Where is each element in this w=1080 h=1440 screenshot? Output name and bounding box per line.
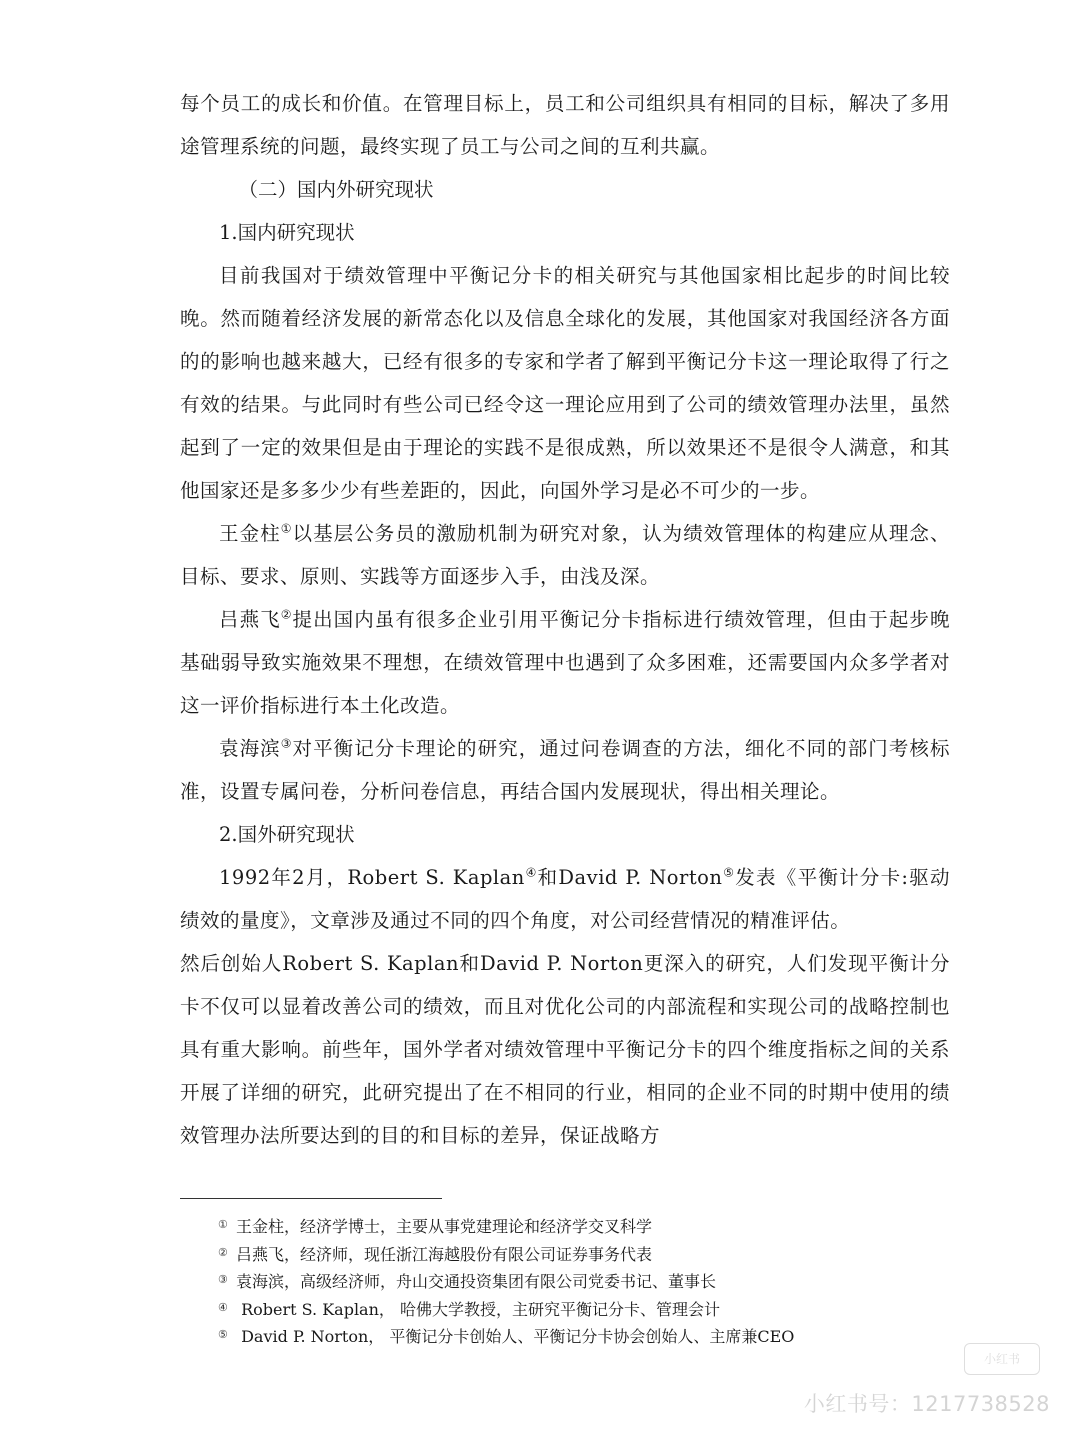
footnote-text: 吕燕飞，经济师，现任浙江海越股份有限公司证券事务代表 [236,1244,653,1264]
author-name: 王金柱 [219,522,281,545]
footnote-text: 王金柱，经济学博士，主要从事党建理论和经济学交叉科学 [236,1217,653,1236]
document-body [180,82,950,1157]
footnote-mark: ④ [218,1300,228,1314]
paragraph-text: 提出国内虽有很多企业引用平衡记分卡指标进行绩效管理，但由于起步晚基础弱导致实施效果不理想，在绩效管理中也遇到了众多困难，还需要国内众多学者对这一评价指标进行本土化改造。 [180,608,950,717]
paragraph-yuan [180,727,950,813]
section-heading: （二）国内外研究现状 [238,178,434,201]
footnote-mark: ② [218,1245,228,1259]
footnote-item [218,1295,958,1323]
footnote-item [218,1322,958,1350]
watermark-text: 小红书号：1217738528 [803,1392,1050,1416]
author-name: 袁海滨 [219,737,281,760]
paragraph-text: 以基层公务员的激励机制为研究对象，认为绩效管理体的构建应从理念、目标、要求、原则、实践等方面逐步入手，由浅及深。 [180,522,950,588]
footnote-divider [180,1198,442,1199]
footnote-item [218,1212,958,1240]
paragraph-text: 1992年2月，Robert S. Kaplan [219,866,525,889]
footnote-text: 袁海滨，高级经济师，舟山交通投资集团有限公司党委书记、董事长 [236,1272,717,1291]
footnote-ref-1: ① [280,521,293,536]
footnote-item [218,1267,958,1295]
paragraph-text: 和David P. Norton [537,866,723,889]
watermark-logo: 小红书 [964,1343,1040,1375]
footnote-ref-3: ③ [280,736,293,751]
paragraph-text: 对平衡记分卡理论的研究，通过问卷调查的方法，细化不同的部门考核标准，设置专属问卷，分析问卷信息，再结合国内发展现状，得出相关理论。 [180,737,950,803]
author-name: 吕燕飞 [219,608,281,631]
footnote-item [218,1240,958,1268]
footnote-mark: ① [218,1218,228,1231]
subsection-heading-foreign: 2.国外研究现状 [219,823,355,846]
footnote-mark: ⑤ [218,1328,228,1341]
footnote-ref-4: ④ [524,865,538,880]
footnote-text: Robert S. Kaplan， 哈佛大学教授，主研究平衡记分卡、管理会计 [236,1299,720,1319]
footnote-text: David P. Norton， 平衡记分卡创始人、平衡记分卡协会创始人、主席兼CEO [236,1327,795,1346]
paragraph-foreign-2: 然后创始人Robert S. Kaplan和David P. Norton更深入的研究，人们发现平衡计分卡不仅可以显着改善公司的绩效，而且对优化公司的内部流程和实现公司的战略控制也具有重大影响。前些年，国外学者对绩效管理中平衡记分卡的四个维度指标之间的关系开展了详细的研究，此研究提出了在不相同的行业，相同的企业不同的时期中使用的绩效管理办法所要达到的目的和目标的差异，保证战略方 [180,952,950,1147]
footnote-ref-2: ② [280,607,293,622]
subsection-heading-domestic: 1.国内研究现状 [219,221,355,244]
paragraph-text: 发表《平衡计分卡:驱动绩效的量度》，文章涉及通过不同的四个角度，对公司经营情况的精准评估。 [180,866,951,932]
paragraph-lv [180,598,950,727]
paragraph-domestic-research: 目前我国对于绩效管理中平衡记分卡的相关研究与其他国家相比起步的时间比较晚。然而随着经济发展的新常态化以及信息全球化的发展，其他国家对我国经济各方面的的影响也越来越大，已经有很多的专家和学者了解到平衡记分卡这一理论取得了行之有效的结果。与此同时有些公司已经令这一理论应用到了公司的绩效管理办法里，虽然起到了一定的效果但是由于理论的实践不是很成熟，所以效果还不是很令人满意，和其他国家还是多多少少有些差距的，因此，向国外学习是必不可少的一步。 [180,264,950,502]
footnote-mark: ③ [218,1273,228,1286]
footnote-ref-5: ⑤ [722,865,736,880]
footnotes [218,1212,958,1350]
paragraph-foreign-1 [180,856,950,942]
paragraph-continuation: 每个员工的成长和价值。在管理目标上，员工和公司组织具有相同的目标，解决了多用途管理系统的问题，最终实现了员工与公司之间的互利共赢。 [180,92,950,158]
paragraph-wang [180,512,950,598]
